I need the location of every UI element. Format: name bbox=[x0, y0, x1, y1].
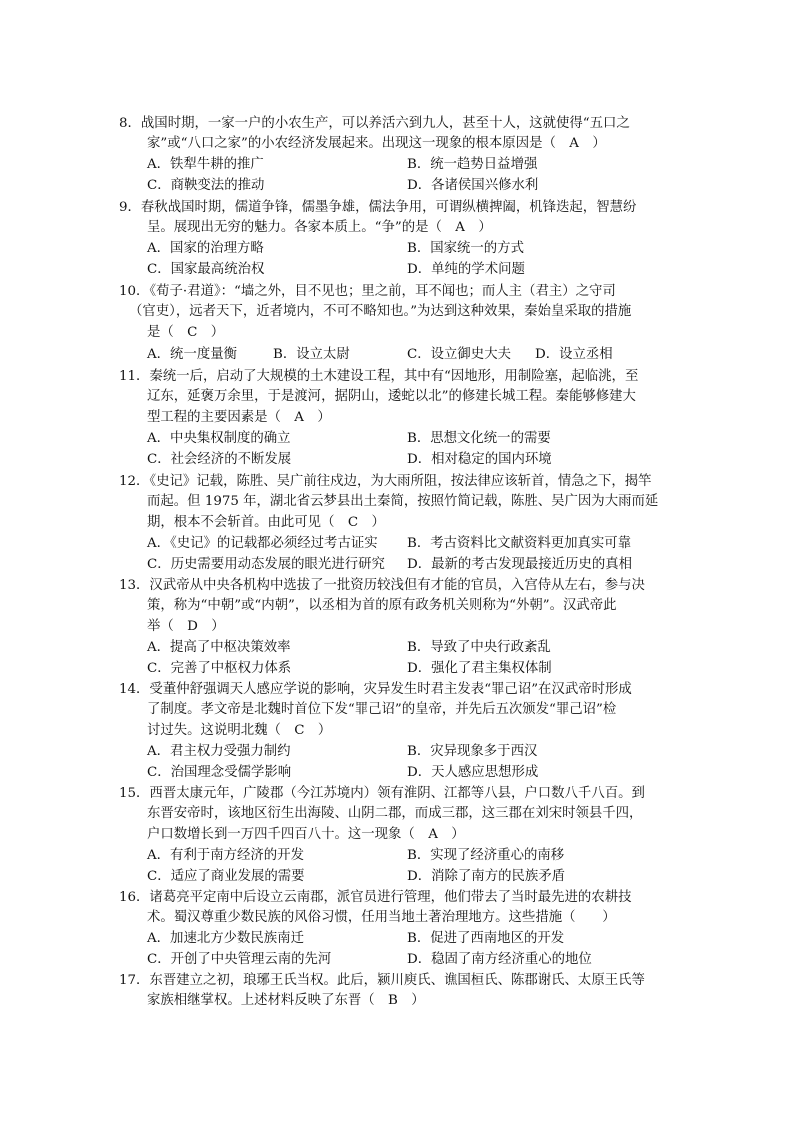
question-stem-line: 10．《荀子·君道》：“墙之外，目不见也；里之前，耳不闻也；而人主（君主）之守司 bbox=[119, 284, 616, 299]
option-d: D．单纯的学术问题 bbox=[407, 262, 525, 277]
option-c: C．历史需要用动态发展的眼光进行研究 bbox=[147, 557, 385, 572]
option-d: D．稳固了南方经济重心的地位 bbox=[407, 952, 592, 967]
question-stem-line: 辽东，延褒万余里，于是渡河，据阴山，逶蛇以北”的修建长城工程。秦能够修建大 bbox=[147, 389, 636, 404]
question-stem-line: 16．诸葛亮平定南中后设立云南郡，派官员进行管理，他们带去了当时最先进的农耕技 bbox=[119, 890, 632, 905]
option-b: B．考古资料比文献资料更加真实可靠 bbox=[407, 536, 632, 551]
question-stem-line: 9．春秋战国时期，儒道争锋，儒墨争雄，儒法争用，可谓纵横捭阖，机锋迭起，智慧纷 bbox=[119, 200, 637, 215]
option-a: A．提高了中枢决策效率 bbox=[147, 640, 291, 655]
option-b: B．促进了西南地区的开发 bbox=[407, 931, 565, 946]
question-stem-line: 家族相继掌权。上述材料反映了东晋（ B ） bbox=[147, 993, 425, 1008]
question-stem-line: （官吏），远者天下，近者境内，不可不略知也。”为达到这种效果，秦始皇采取的措施 bbox=[129, 304, 632, 319]
question-stem-line: 期，根本不会斩首。由此可见（ C ） bbox=[147, 515, 385, 530]
question-stem-line: 户口数增长到一万四千四百八十。这一现象（ A ） bbox=[147, 827, 465, 842]
question-stem-line: 东晋安帝时，该地区衍生出海陵、山阴二郡，而成三郡，这三郡在刘宋时领县千四， bbox=[147, 806, 643, 821]
option-c: C．国家最高统治权 bbox=[147, 262, 265, 277]
option-d: D．天人感应思想形成 bbox=[407, 765, 539, 780]
option-c: C．设立御史大夫 bbox=[407, 347, 511, 362]
option-d: D．最新的考古发现最接近历史的真相 bbox=[407, 557, 632, 572]
option-c: C．开创了中央管理云南的先河 bbox=[147, 952, 332, 967]
option-c: C．商鞅变法的推动 bbox=[147, 178, 265, 193]
option-b: B．实现了经济重心的南移 bbox=[407, 848, 565, 863]
option-b: B．灾异现象多于西汉 bbox=[407, 744, 538, 759]
option-a: A．《史记》的记载都必须经过考古证实 bbox=[147, 536, 378, 551]
option-a: A．加速北方少数民族南迁 bbox=[147, 931, 304, 946]
option-b: B．设立太尉 bbox=[273, 347, 350, 362]
question-stem-line: 术。蜀汉尊重少数民族的风俗习惯，任用当地土著治理地方。这些措施（ ） bbox=[147, 910, 616, 925]
option-c: C．完善了中枢权力体系 bbox=[147, 661, 292, 676]
question-stem-line: 讨过失。这说明北魏（ C ） bbox=[147, 723, 332, 738]
option-b: B．导致了中央行政紊乱 bbox=[407, 640, 551, 655]
option-b: B．思想文化统一的需要 bbox=[407, 431, 551, 446]
question-stem-line: 8．战国时期，一家一户的小农生产，可以养活六到九人，甚至十人，这就使得“五口之 bbox=[119, 116, 630, 131]
question-stem-line: 14．受董仲舒强调天人感应学说的影响，灾异发生时君主发表“罪己诏”在汉武帝时形成 bbox=[119, 682, 632, 697]
question-stem-line: 11．秦统一后，启动了大规模的土木建设工程，其中有“因地形，用制险塞，起临洮，至 bbox=[119, 369, 639, 384]
option-d: D．消除了南方的民族矛盾 bbox=[407, 869, 566, 884]
option-d: D．设立丞相 bbox=[535, 347, 613, 362]
question-stem-line: 17．东晋建立之初，琅琊王氏当权。此后，颍川庾氏、谯国桓氏、陈郡谢氏、太原王氏等 bbox=[119, 973, 645, 988]
option-d: D．各诸侯国兴修水利 bbox=[407, 178, 539, 193]
question-stem-line: 策，称为“中朝”或“内朝”，以丞相为首的原有政务机关则称为“外朝”。汉武帝此 bbox=[147, 598, 617, 613]
question-stem-line: 15．西晋太康元年，广陵郡（今江苏境内）领有淮阴、江都等八县，户口数八千八百。到 bbox=[119, 786, 645, 801]
question-stem-line: 13．汉武帝从中央各机构中选拔了一批资历较浅但有才能的官员，入宫侍从左右，参与决 bbox=[119, 578, 645, 593]
option-a: A．中央集权制度的确立 bbox=[147, 431, 291, 446]
question-stem-line: 呈。展现出无穷的魅力。各家本质上。“争”的是（ A ） bbox=[147, 220, 492, 235]
option-c: C．治国理念受儒学影响 bbox=[147, 765, 292, 780]
question-stem-line: 型工程的主要因素是（ A ） bbox=[147, 410, 331, 425]
option-c: C．社会经济的不断发展 bbox=[147, 452, 292, 467]
option-b: B．统一趋势日益增强 bbox=[407, 157, 538, 172]
option-a: A．铁犁牛耕的推广 bbox=[147, 157, 264, 172]
question-stem-line: 而起。但 1975 年，湖北省云梦县出土秦简，按照竹简记载，陈胜、吴广因为大雨而延 bbox=[147, 494, 659, 509]
option-a: A．统一度量衡 bbox=[147, 347, 238, 362]
option-a: A．君主权力受强力制约 bbox=[147, 744, 291, 759]
option-b: B．国家统一的方式 bbox=[407, 241, 524, 256]
question-stem-line: 是（ C ） bbox=[147, 325, 225, 340]
question-stem-line: 了制度。孝文帝是北魏时首位下发“罪己诏”的皇帝，并先后五次颁发“罪己诏”检 bbox=[147, 702, 617, 717]
question-stem-line: 12．《史记》记载，陈胜、吴广前往戍边，为大雨所阻，按法律应该斩首，情急之下，揭竿 bbox=[119, 474, 652, 489]
option-d: D．强化了君主集权体制 bbox=[407, 661, 552, 676]
question-stem-line: 家”或“八口之家”的小农经济发展起来。出现这一现象的根本原因是（ A ） bbox=[147, 136, 606, 151]
option-a: A．有利于南方经济的开发 bbox=[147, 848, 304, 863]
option-c: C．适应了商业发展的需要 bbox=[147, 869, 305, 884]
question-stem-line: 举（ D ） bbox=[147, 619, 225, 634]
option-a: A．国家的治理方略 bbox=[147, 241, 264, 256]
option-d: D．相对稳定的国内环境 bbox=[407, 452, 552, 467]
